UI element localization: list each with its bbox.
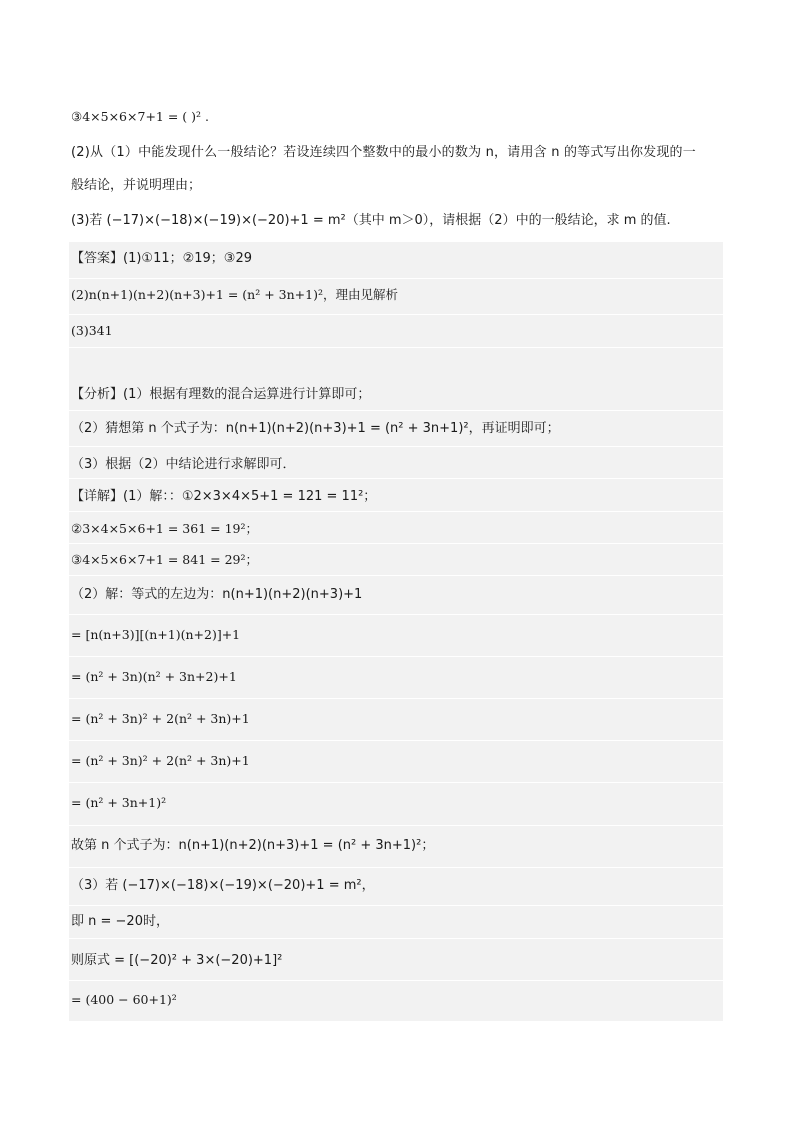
detail-line-9: = (n² + 3n+1)² xyxy=(71,795,167,810)
row-separator xyxy=(69,867,723,868)
row-separator xyxy=(69,740,723,741)
detail-line-11: （3）若 (−17)×(−18)×(−19)×(−20)+1 = m²， xyxy=(71,878,375,893)
detail-line-10: 故第 n 个式子为：n(n+1)(n+2)(n+3)+1 = (n² + 3n+1)²； xyxy=(71,838,435,853)
question-part-2-line-2: 般结论，并说明理由； xyxy=(71,178,202,193)
detail-line-14: = (400 − 60+1)² xyxy=(71,992,177,1007)
detail-line-5: = [n(n+3)][(n+1)(n+2)]+1 xyxy=(71,627,241,642)
row-separator xyxy=(69,938,723,939)
detail-line-1: 【详解】(1）解：：①2×3×4×5+1 = 121 = 11²； xyxy=(71,489,377,504)
row-separator xyxy=(69,278,723,279)
detail-line-8: = (n² + 3n)² + 2(n² + 3n)+1 xyxy=(71,753,250,768)
row-separator xyxy=(69,446,723,447)
row-separator xyxy=(69,905,723,906)
question-part-3: (3)若 (−17)×(−18)×(−19)×(−20)+1 = m²（其中 m＞0），请根据（2）中的一般结论，求 m 的值. xyxy=(71,213,671,228)
analysis-line-3: （3）根据（2）中结论进行求解即可． xyxy=(71,457,296,472)
row-separator xyxy=(69,825,723,826)
detail-line-7: = (n² + 3n)² + 2(n² + 3n)+1 xyxy=(71,711,250,726)
detail-line-13: 则原式 = [(−20)² + 3×(−20)+1]² xyxy=(71,953,283,968)
detail-line-4: （2）解：等式的左边为：n(n+1)(n+2)(n+3)+1 xyxy=(71,587,363,602)
question-item-3: ③4×5×6×7+1 = ( )² . xyxy=(71,109,209,124)
row-separator xyxy=(69,656,723,657)
question-part-2-line-1: (2)从（1）中能发现什么一般结论？若设连续四个整数中的最小的数为 n，请用含 n 的等式写出你发现的一 xyxy=(71,145,696,160)
detail-line-6: = (n² + 3n)(n² + 3n+2)+1 xyxy=(71,669,237,684)
analysis-line-1: 【分析】(1）根据有理数的混合运算进行计算即可； xyxy=(71,387,371,402)
row-separator xyxy=(69,410,723,411)
row-separator xyxy=(69,698,723,699)
row-separator xyxy=(69,575,723,576)
row-separator xyxy=(69,347,723,348)
detail-line-2: ②3×4×5×6+1 = 361 = 19²； xyxy=(71,521,258,536)
row-separator xyxy=(69,543,723,544)
detail-line-12: 即 n = −20时， xyxy=(71,914,169,929)
row-separator xyxy=(69,782,723,783)
answer-line-2: (2)n(n+1)(n+2)(n+3)+1 = (n² + 3n+1)²，理由见解析 xyxy=(71,287,398,302)
row-separator xyxy=(69,511,723,512)
row-separator xyxy=(69,614,723,615)
analysis-line-2: （2）猜想第 n 个式子为：n(n+1)(n+2)(n+3)+1 = (n² + 3n+1)²，再证明即可； xyxy=(71,421,560,436)
answer-line-1: 【答案】(1)①11；②19；③29 xyxy=(71,251,253,266)
detail-line-3: ③4×5×6×7+1 = 841 = 29²； xyxy=(71,552,258,567)
answer-line-3: (3)341 xyxy=(71,323,113,338)
row-separator xyxy=(69,980,723,981)
row-separator xyxy=(69,478,723,479)
row-separator xyxy=(69,314,723,315)
